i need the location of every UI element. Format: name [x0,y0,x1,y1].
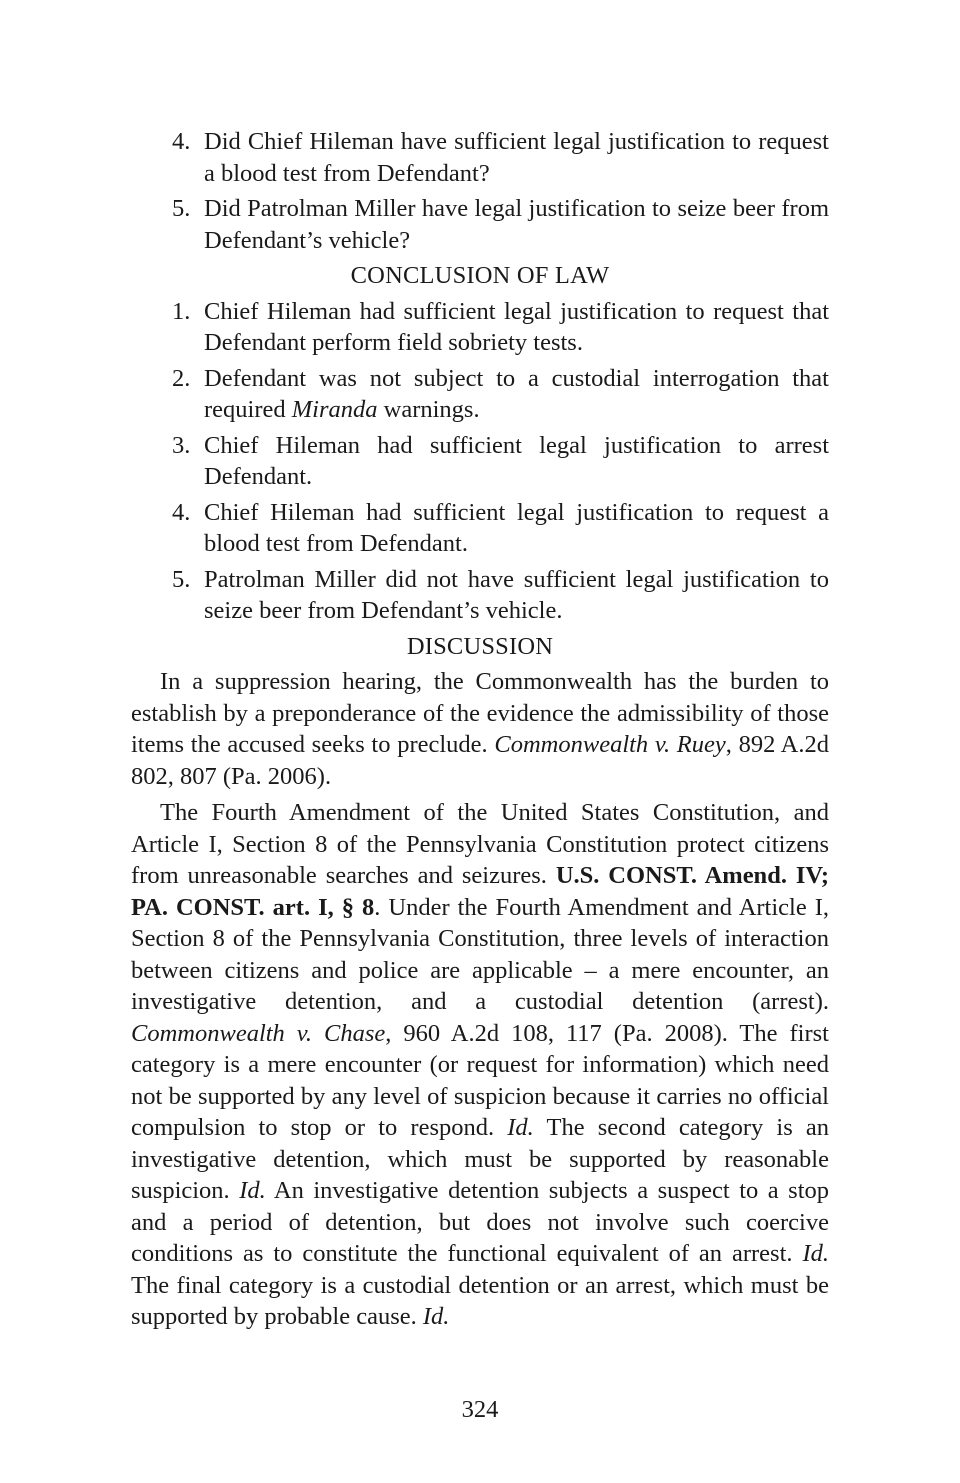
conclusion-item [131,497,829,560]
issue-item [131,126,829,189]
paragraph-text: An investigative detention subjects a suspect to a stop and a period of detention, but does not involve such coercive conditions as to constitute the functional equivalent of an arrest. [131,1177,830,1267]
paragraph-text: The Fourth Amendment of the United States Constitution, and Article I, Section 8 of the Pennsylvania Constitution protect citizens from unreasonable searches and seizures. [131,799,829,889]
conclusion-item [131,564,829,627]
conclusion-text: Chief Hileman had sufficient legal justification to request a blood test from Defendant. [204,498,829,557]
conclusion-item [131,363,829,426]
case-citation: Commonwealth v. Ruey [494,731,726,758]
conclusion-number: 2. [172,364,191,392]
conclusion-text: Defendant was not subject to a custodial interrogation that required [204,364,829,423]
issue-text: Did Chief Hileman have sufficient legal justification to request a blood test from Defendant? [204,128,829,187]
conclusion-heading: CONCLUSION OF LAW [350,262,610,289]
id-citation: Id. [507,1114,534,1141]
conclusion-number: 3. [172,431,191,459]
paragraph-text: In a suppression hearing, the Commonwealth has the burden to establish by a preponderance of the evidence the admissibility of those items the accused seeks to preclude. [131,668,829,758]
discussion-paragraph-1 [131,666,829,792]
conclusion-item [131,296,829,359]
id-citation: Id. [422,1303,450,1330]
id-citation: Id. [239,1177,266,1204]
case-name-italic: Miranda [291,396,378,423]
id-citation: Id. [802,1240,829,1267]
conclusion-text: Chief Hileman had sufficient legal justification to arrest Defendant. [204,431,829,490]
case-citation: Commonwealth v. Chase [131,1019,386,1047]
conclusions-list [131,296,829,627]
paragraph-text: . Under the Fourth Amendment and Article I, Section 8 of the Pennsylvania Constitution, three levels of interaction between citizens and police are applicable – a mere encounter, an investigative detention, and a custodial detention (arrest). [131,893,829,1015]
issue-number: 4. [172,128,191,155]
conclusion-text: warnings. [377,396,480,423]
page-body [131,126,829,1338]
conclusion-number: 1. [172,297,191,325]
conclusion-item [131,430,829,493]
conclusion-text: Patrolman Miller did not have sufficient legal justification to seize beer from Defendant’s vehicle. [204,565,829,624]
paragraph-text: , 960 A.2d 108, 117 (Pa. 2008). The first category is a mere encounter (or request for information) which need not be supported by any level of suspicion because it carries no official compulsion to stop or to respond. [131,1019,829,1141]
discussion-paragraph-2 [131,797,829,1333]
citation-text: , 892 A.2d 802, 807 (Pa. 2006). [131,731,830,790]
conclusion-text: Chief Hileman had sufficient legal justification to request that Defendant perform field sobriety tests. [204,297,829,356]
conclusion-number: 5. [172,565,191,593]
issue-number: 5. [172,195,191,222]
issues-list [131,126,829,256]
discussion-heading: DISCUSSION [406,632,554,660]
constitution-citation: U.S. CONST. Amend. IV; PA. CONST. art. I, § 8 [131,862,829,921]
issue-item [131,193,829,256]
issue-text: Did Patrolman Miller have legal justification to seize beer from Defendant’s vehicle? [204,195,829,254]
paragraph-text: The final category is a custodial detention or an arrest, which must be supported by probable cause. [131,1271,829,1330]
conclusion-number: 4. [172,498,191,526]
paragraph-text: The second category is an investigative detention, which must be supported by reasonable suspicion. [131,1114,829,1204]
page-number: 324 [461,1396,499,1423]
